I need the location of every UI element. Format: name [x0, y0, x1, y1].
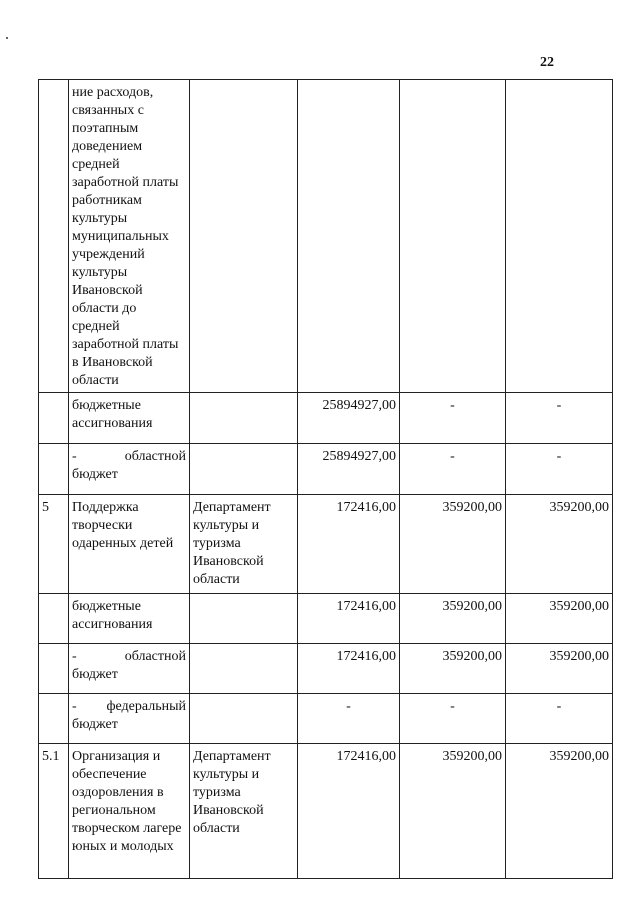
row-number	[39, 594, 69, 644]
row-name: Организация и обеспечение оздоровления в региональном творческом лагере юных и молодых	[69, 744, 190, 879]
row-name	[69, 694, 190, 744]
page-number: 22	[540, 55, 554, 70]
row-year2: -	[400, 393, 506, 444]
row-executor	[190, 393, 298, 444]
row-year2: 359200,00	[400, 744, 506, 879]
table-row	[39, 694, 613, 744]
row-year3: -	[506, 393, 613, 444]
row-executor	[190, 694, 298, 744]
row-executor	[190, 80, 298, 393]
row-year3: 359200,00	[506, 644, 613, 694]
row-number	[39, 694, 69, 744]
row-number	[39, 393, 69, 444]
row-number: 5.1	[39, 744, 69, 879]
row-executor	[190, 644, 298, 694]
row-year1: 172416,00	[298, 594, 400, 644]
row-year1	[298, 80, 400, 393]
row-year2: 359200,00	[400, 594, 506, 644]
row-name: ние расходов, связанных с поэтапным доведением средней заработной платы работникам культуры муниципальных учреждений культуры Ивановской области до средней заработной платы в Ивановской области	[69, 80, 190, 393]
row-year1: 172416,00	[298, 644, 400, 694]
row-name-word: областной	[124, 449, 186, 464]
row-number: 5	[39, 495, 69, 594]
table-row	[39, 444, 613, 495]
row-year1: 172416,00	[298, 495, 400, 594]
table-row	[39, 744, 613, 879]
table-row	[39, 393, 613, 444]
table-row	[39, 644, 613, 694]
row-name: бюджетные ассигнования	[69, 393, 190, 444]
row-name-word: областной	[124, 649, 186, 664]
row-year1: 25894927,00	[298, 444, 400, 495]
table-row	[39, 80, 613, 393]
row-number	[39, 80, 69, 393]
row-year3: 359200,00	[506, 495, 613, 594]
row-name-rest: бюджет	[72, 667, 118, 682]
row-name	[69, 444, 190, 495]
row-year3: 359200,00	[506, 594, 613, 644]
row-executor	[190, 444, 298, 495]
row-year2: 359200,00	[400, 495, 506, 594]
row-number	[39, 444, 69, 495]
row-executor	[190, 594, 298, 644]
row-number	[39, 644, 69, 694]
row-name	[69, 644, 190, 694]
row-name-dash: -	[72, 699, 77, 714]
row-year1: -	[298, 694, 400, 744]
row-name-rest: бюджет	[72, 467, 118, 482]
row-year2: 359200,00	[400, 644, 506, 694]
row-executor: Департамент культуры и туризма Ивановской области	[190, 744, 298, 879]
row-year3: -	[506, 694, 613, 744]
row-year1: 25894927,00	[298, 393, 400, 444]
row-year2: -	[400, 444, 506, 495]
row-executor: Департамент культуры и туризма Ивановской области	[190, 495, 298, 594]
row-name: бюджетные ассигнования	[69, 594, 190, 644]
row-name: Поддержка творчески одаренных детей	[69, 495, 190, 594]
row-year3: -	[506, 444, 613, 495]
row-year1: 172416,00	[298, 744, 400, 879]
table-row	[39, 495, 613, 594]
row-year3	[506, 80, 613, 393]
row-name-dash: -	[72, 449, 77, 464]
row-name-rest: бюджет	[72, 717, 118, 732]
table-row	[39, 594, 613, 644]
row-year2	[400, 80, 506, 393]
scan-speck	[6, 37, 8, 39]
row-year2: -	[400, 694, 506, 744]
row-year3: 359200,00	[506, 744, 613, 879]
row-name-dash: -	[72, 649, 77, 664]
budget-table	[38, 79, 613, 879]
row-name-word: федеральный	[106, 699, 186, 714]
